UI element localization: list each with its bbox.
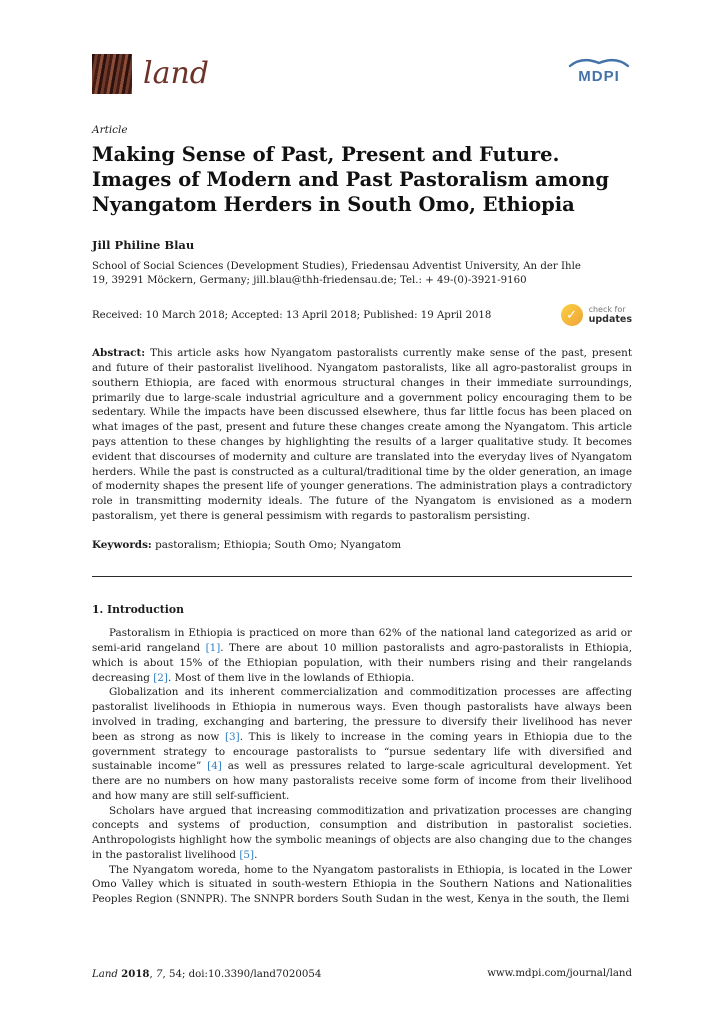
body-paragraph [92, 804, 632, 863]
article-type-label: Article [92, 124, 128, 136]
article-title: Making Sense of Past, Present and Future. Images of Modern and Past Pastoralism among Nyangatom Herders in South Omo, Ethiopia [92, 143, 610, 216]
mdpi-logo [566, 54, 632, 86]
abstract-text: This article asks how Nyangatom pastoralists currently make sense of the past, present and future of their pastoralist livelihood. Nyangatom pastoralists, like all agro-pastoralist groups in southern Ethiopia, are faced with enormous structural changes in their immediate surroundings, primarily due to large-scale industrial agriculture and a government policy encouraging them to be sedentary. While the impacts have been discussed elsewhere, thus far little focus has been placed on what images of the past, present and future these changes create among the Nyangatom. This article pays attention to these changes by highlighting the results of a larger qualitative study. It becomes evident that discourses of modernity and culture are translated into the everyday lives of Nyangatom herders. While the past is constructed as a cultural/traditional time by the older generation, an image of modernity shapes the present life of younger generations. The administration plays a contradictory role in transmitting modernity ideals. The future of the Nyangatom is envisioned as a modern pastoralism, yet there is general pessimism with regards to pastoralism persisting. [92, 347, 632, 522]
footer-journal-url[interactable]: www.mdpi.com/journal/land [487, 968, 632, 979]
badge-line2: updates [588, 313, 632, 325]
text-segment: 7 [156, 969, 163, 980]
mdpi-book-icon [566, 54, 632, 86]
citation-ref[interactable]: [4] [207, 760, 222, 773]
citation-ref[interactable]: [1] [205, 642, 221, 655]
body-paragraph [92, 626, 632, 685]
citation-ref[interactable]: [2] [153, 671, 168, 684]
author-affiliation: School of Social Sciences (Development Studies), Friedensau Adventist University, An der Ihle 19, 39291 Möckern, Germany; jill.blau@thh-friedensau.de; Tel.: + 49-(0)-3921-9160 [92, 260, 581, 287]
land-journal-icon [92, 54, 132, 94]
text-segment: . Most of them live in the lowlands of Ethiopia. [167, 671, 415, 684]
keywords-label: Keywords: [92, 538, 152, 551]
journal-name: land [143, 56, 210, 91]
badge-text [589, 306, 632, 325]
text-segment: Land [92, 969, 118, 980]
body-paragraph [92, 685, 632, 803]
page-footer [92, 968, 632, 980]
abstract [92, 346, 632, 523]
badge-line1: check for [588, 304, 626, 314]
text-segment: Scholars have argued that increasing commoditization and privatization processes are changing concepts and systems of production, consumption and distribution in pastoralist societies. Anthropologists highlight how the symbolic meanings of objects are also changing due to the changes in the pastoralist livelihood [92, 804, 632, 861]
text-segment: , [149, 969, 157, 980]
page-header [92, 54, 632, 94]
text-segment: Globalization and its inherent commercialization and commoditization processes are affecting pastoralist livelihoods in Ethiopia in numerous ways. Even though pastoralists have always been involved in trading, exchanging and bartering, the pressure to diversify their livelihood has never been as strong as now [92, 686, 632, 743]
footer-citation [92, 968, 321, 980]
citation-ref[interactable]: [3] [224, 730, 240, 743]
body-paragraph [92, 863, 632, 907]
mdpi-label: MDPI [578, 68, 620, 85]
keywords [92, 538, 632, 553]
check-icon: ✓ [561, 304, 583, 326]
history-row [92, 304, 632, 326]
journal-logo [92, 54, 209, 94]
text-segment: . There are about 10 million pastoralists and agro-pastoralists in Ethiopia, which is about 15% of the Ethiopian population, with their numbers rising and their rangelands decreasing [92, 642, 632, 684]
keywords-text: pastoralism; Ethiopia; South Omo; Nyangatom [155, 538, 402, 551]
divider [92, 576, 632, 577]
author-name: Jill Philine Blau [92, 237, 195, 252]
check-for-updates-badge[interactable] [561, 304, 632, 326]
article-body [92, 603, 632, 907]
abstract-label: Abstract: [92, 347, 146, 360]
text-segment: Pastoralism in Ethiopia is practiced on more than 62% of the national land categorized as arid or semi-arid rangeland [92, 627, 632, 655]
section-heading-introduction: 1. Introduction [92, 603, 184, 617]
text-segment: , 54; doi:10.3390/land7020054 [162, 969, 322, 980]
text-segment: . [254, 848, 258, 861]
text-segment: The Nyangatom woreda, home to the Nyangatom pastoralists in Ethiopia, is located in the Lower Omo Valley which is situated in south-western Ethiopia in the Southern Nations and Nationalities Peoples Region (SNNPR). The SNNPR borders South Sudan in the west, Kenya in the south, the Ilemi [92, 863, 632, 906]
text-segment: . This is likely to increase in the coming years in Ethiopia due to the government strategy to encourage pastoralists to “pursue sedentary life with diversified and sustainable income” [92, 730, 632, 773]
text-segment: 2018 [121, 968, 150, 980]
text-segment: as well as pressures related to large-scale agricultural development. Yet there are no numbers on how many pastoralists receive some form of income from their livelihood and how many are still self-sufficient. [92, 760, 632, 802]
article-history: Received: 10 March 2018; Accepted: 13 April 2018; Published: 19 April 2018 [92, 309, 492, 321]
citation-ref[interactable]: [5] [239, 848, 255, 861]
